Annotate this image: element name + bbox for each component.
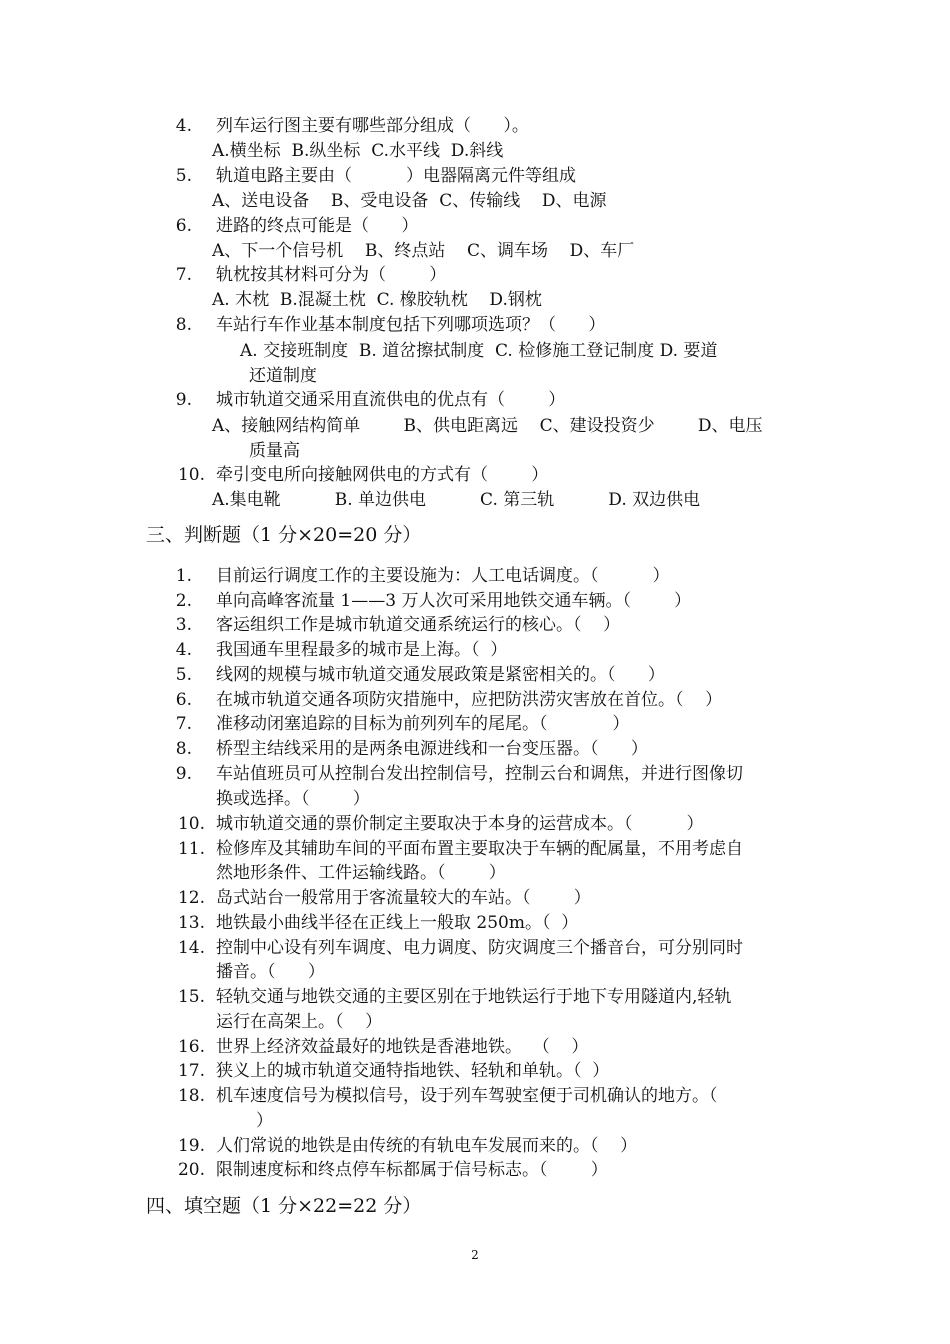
- question-text: 在城市轨道交通各项防灾措施中，应把防洪涝灾害放在首位。（ ）: [216, 690, 723, 710]
- question-number: 2.: [175, 591, 192, 611]
- question-text: 世界上经济效益最好的地铁是香港地铁。 （ ）: [216, 1037, 589, 1057]
- question-text: 狭义上的城市轨道交通特指地铁、轻轨和单轨。（ ）: [216, 1061, 610, 1081]
- question-number: 8.: [175, 315, 192, 335]
- question-text: 目前运行调度工作的主要设施为：人工电话调度。（ ）: [216, 566, 670, 586]
- question-number: 4.: [175, 116, 192, 136]
- question-text: 轨道电路主要由（ ）电器隔离元件等组成: [216, 166, 577, 186]
- question-text: 人们常说的地铁是由传统的有轨电车发展而来的。（ ）: [216, 1136, 638, 1156]
- question-number: 6.: [175, 690, 192, 710]
- question-number: 7.: [175, 714, 192, 734]
- section-title-judgment: 三、判断题（1 分×20=20 分）: [146, 524, 422, 546]
- question-text: 控制中心设有列车调度、电力调度、防灾调度三个播音台，可分别同时: [216, 938, 743, 958]
- question-text: 牵引变电所向接触网供电的方式有（ ）: [216, 465, 549, 485]
- question-options: 质量高: [249, 441, 300, 461]
- question-options: A. 木枕 B.混凝土枕 C. 橡胶轨枕 D.钢枕: [212, 290, 542, 310]
- question-options: 还道制度: [249, 366, 317, 386]
- section-title-fill-blank: 四、填空题（1 分×22=22 分）: [146, 1195, 422, 1217]
- question-number: 9.: [175, 390, 192, 410]
- question-text: 运行在高架上。（ ）: [216, 1012, 383, 1032]
- question-text: 客运组织工作是城市轨道交通系统运行的核心。（ ）: [216, 615, 621, 635]
- question-number: 5.: [175, 166, 192, 186]
- question-text: 我国通车里程最多的城市是上海。（ ）: [216, 640, 508, 660]
- question-text: 车站值班员可从控制台发出控制信号，控制云台和调焦，并进行图像切: [216, 764, 743, 784]
- question-text: 然地形条件、工件运输线路。（ ）: [216, 863, 506, 883]
- question-text: 换或选择。（ ）: [216, 789, 370, 809]
- question-text: ）: [256, 1111, 273, 1131]
- question-text: 轨枕按其材料可分为（ ）: [216, 265, 447, 285]
- question-number: 10.: [177, 814, 205, 834]
- question-number: 16.: [177, 1037, 205, 1057]
- question-number: 9.: [175, 764, 192, 784]
- question-number: 3.: [175, 615, 192, 635]
- question-options: A、接触网结构简单 B、供电距离远 C、建设投资少 D、电压: [212, 416, 763, 436]
- question-text: 限制速度标和终点停车标都属于信号标志。（ ）: [216, 1160, 608, 1180]
- question-number: 14.: [177, 938, 205, 958]
- question-options: A、送电设备 B、受电设备 C、传输线 D、电源: [212, 191, 607, 211]
- question-number: 11.: [177, 839, 205, 859]
- question-number: 19.: [177, 1136, 205, 1156]
- question-number: 20.: [177, 1160, 205, 1180]
- question-text: 城市轨道交通的票价制定主要取决于本身的运营成本。（ ）: [216, 814, 704, 834]
- question-number: 15.: [177, 987, 205, 1007]
- page-number: 2: [471, 1248, 479, 1262]
- question-number: 12.: [177, 888, 205, 908]
- question-text: 检修库及其辅助车间的平面布置主要取决于车辆的配属量，不用考虑自: [216, 839, 743, 859]
- question-text: 线网的规模与城市轨道交通发展政策是紧密相关的。（ ）: [216, 665, 665, 685]
- question-text: 桥型主结线采用的是两条电源进线和一台变压器。（ ）: [216, 739, 648, 759]
- question-text: 机车速度信号为模拟信号，设于列车驾驶室便于司机确认的地方。（: [216, 1086, 718, 1106]
- question-number: 8.: [175, 739, 192, 759]
- question-options: A.集电靴 B. 单边供电 C. 第三轨 D. 双边供电: [212, 490, 701, 510]
- question-text: 准移动闭塞追踪的目标为前列列车的尾尾。（ ）: [216, 714, 630, 734]
- question-number: 1.: [175, 566, 192, 586]
- question-number: 13.: [177, 913, 205, 933]
- question-text: 轻轨交通与地铁交通的主要区别在于地铁运行于地下专用隧道内,轻轨: [216, 987, 732, 1007]
- question-text: 单向高峰客流量 1——3 万人次可采用地铁交通车辆。（ ）: [216, 591, 692, 611]
- question-options: A.横坐标 B.纵坐标 C.水平线 D.斜线: [212, 141, 504, 161]
- question-number: 17.: [177, 1061, 205, 1081]
- question-number: 6.: [175, 216, 192, 236]
- question-number: 18.: [177, 1086, 205, 1106]
- question-number: 5.: [175, 665, 192, 685]
- question-text: 岛式站台一般常用于客流量较大的车站。（ ）: [216, 888, 591, 908]
- question-text: 播音。（ ）: [216, 962, 325, 982]
- question-text: 列车运行图主要有哪些部分组成（ ）。: [216, 116, 529, 136]
- question-text: 地铁最小曲线半径在正线上一般取 250m。（ ）: [216, 913, 579, 933]
- question-options: A. 交接班制度 B. 道岔擦拭制度 C. 检修施工登记制度 D. 要道: [240, 341, 718, 361]
- question-options: A、下一个信号机 B、终点站 C、调车场 D、车厂: [212, 241, 635, 261]
- question-text: 进路的终点可能是（ ）: [216, 216, 419, 236]
- question-number: 7.: [175, 265, 192, 285]
- question-text: 城市轨道交通采用直流供电的优点有（ ）: [216, 390, 566, 410]
- question-number: 10.: [177, 465, 205, 485]
- question-number: 4.: [175, 640, 192, 660]
- question-text: 车站行车作业基本制度包括下列哪项选项？（ ）: [216, 315, 606, 335]
